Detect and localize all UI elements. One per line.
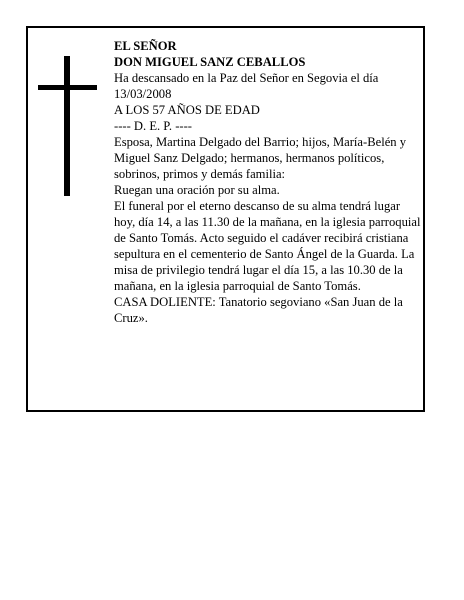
prayer-line: Ruegan una oración por su alma.	[114, 183, 280, 197]
age-line: A LOS 57 AÑOS DE EDAD	[114, 103, 260, 117]
obituary-text	[114, 38, 422, 326]
family-line: Esposa, Martina Delgado del Barrio; hijos, María-Belén y Miguel Sanz Delgado; hermanos, hermanos políticos, sobrinos, primos y demás familia:	[114, 135, 407, 181]
cross-horizontal-bar	[38, 85, 97, 90]
funeral-paragraph: El funeral por el eterno descanso de su alma tendrá lugar hoy, día 14, a las 11.30 de la mañana, en la iglesia parroquial de Santo Tomás. Acto seguido el cadáver recibirá cristiana sepultura en el cementerio de Santo Ángel de la Guarda. La misa de privilegio tendrá lugar el día 15, a las 10.30 de la mañana, en la iglesia parroquial de Santo Tomás.	[114, 199, 421, 293]
house-line: CASA DOLIENTE: Tanatorio segoviano «San Juan de la Cruz».	[114, 295, 403, 325]
death-announcement: Ha descansado en la Paz del Señor en Segovia el día 13/03/2008	[114, 71, 379, 101]
obituary-heading: EL SEÑOR	[114, 39, 177, 53]
deceased-name: DON MIGUEL SANZ CEBALLOS	[114, 55, 306, 69]
cross-vertical-bar	[64, 56, 70, 196]
rip-line: ---- D. E. P. ----	[114, 119, 192, 133]
